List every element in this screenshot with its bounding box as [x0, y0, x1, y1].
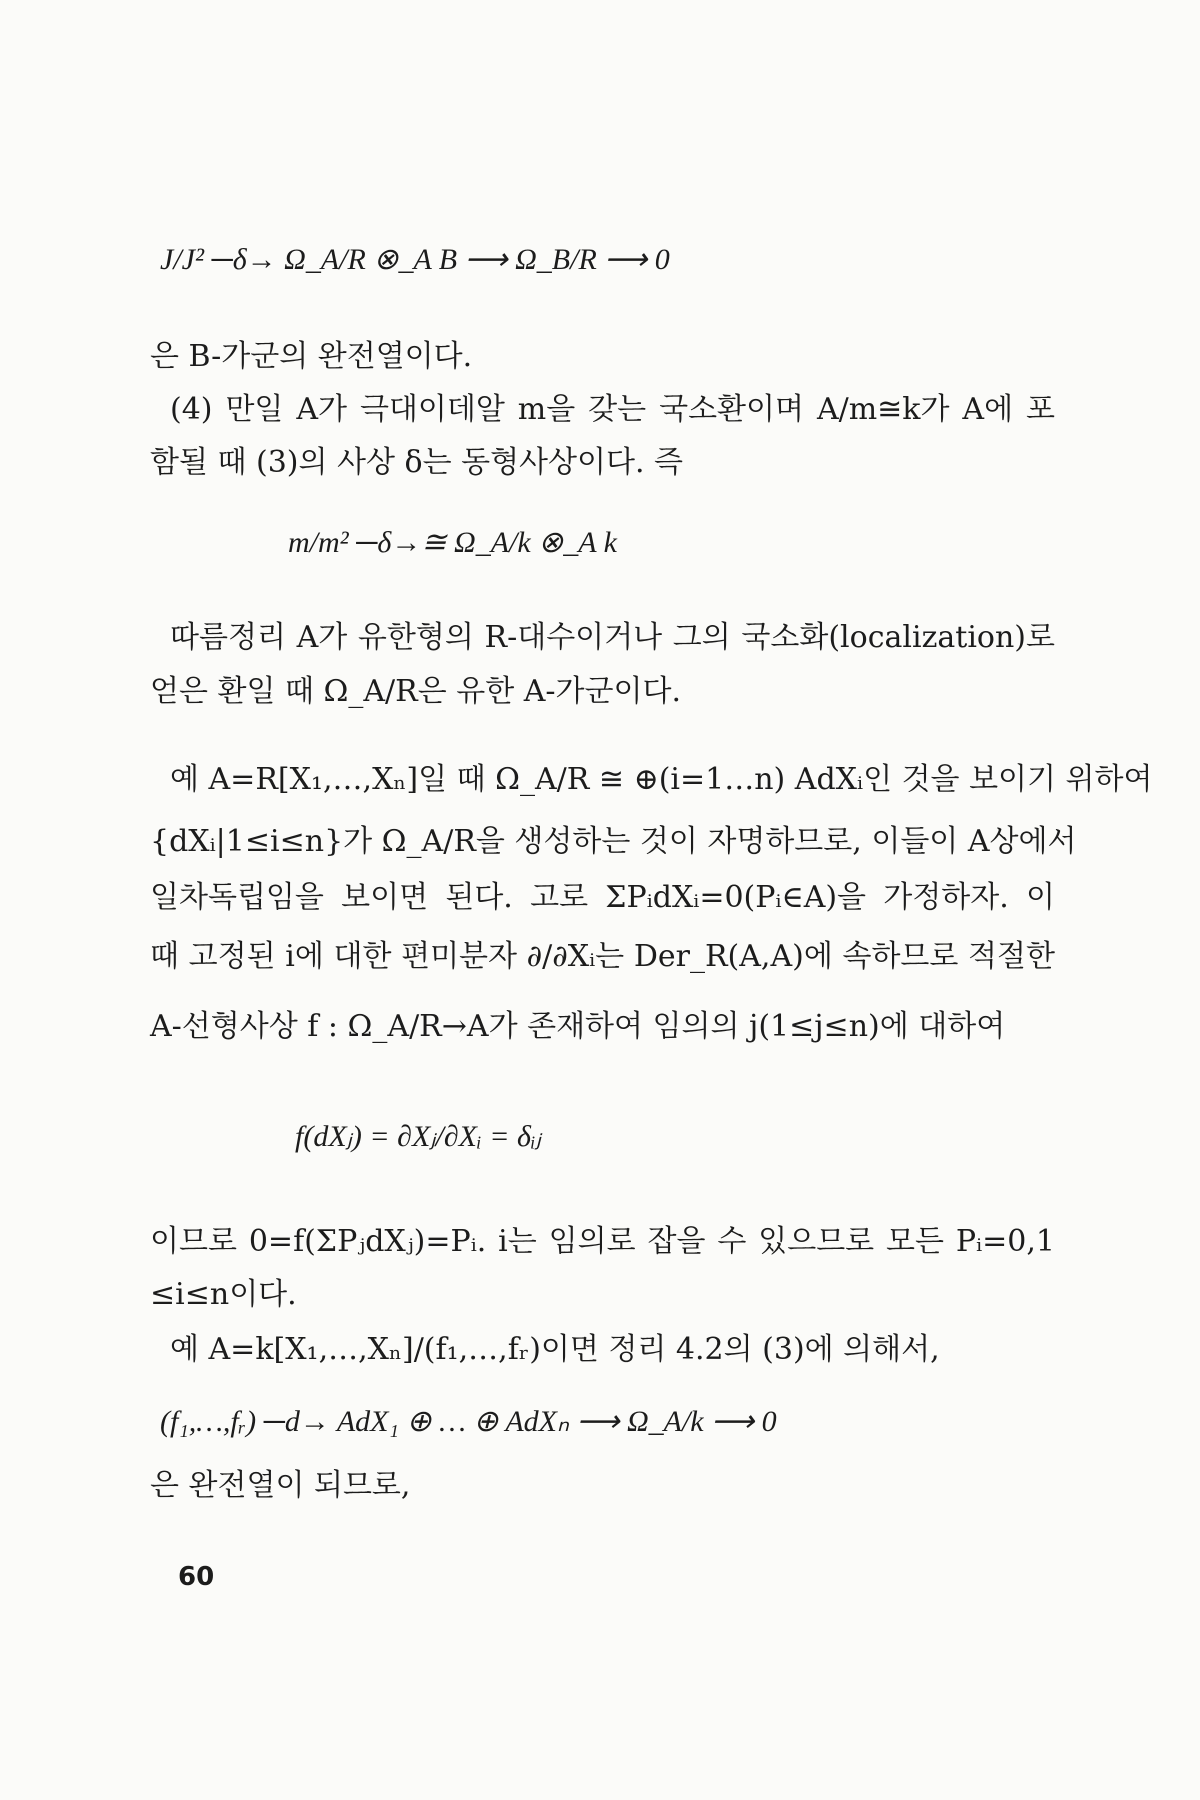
equation-kronecker-delta: f(dXⱼ) = ∂Xⱼ/∂Xᵢ = δᵢⱼ — [295, 1120, 541, 1153]
example-line: 예 A=k[X₁,…,Xₙ]/(f₁,…,fᵣ)이면 정리 4.2의 (3)에 의해서, — [170, 1332, 940, 1367]
corollary-line: 따름정리 A가 유한형의 R-대수이거나 그의 국소화(localization)로 — [170, 620, 1055, 655]
equation-exact-sequence-2: (f₁,…,fᵣ) ─d→ AdX₁ ⊕ … ⊕ AdXₙ ⟶ Ω_A/k ⟶ 0 — [160, 1405, 777, 1438]
text-line: 이므로 0=f(ΣPⱼdXⱼ)=Pᵢ. i는 임의로 잡을 수 있으므로 모든 Pᵢ=0,1 — [150, 1224, 1055, 1259]
text-line: (4) 만일 A가 극대이데알 m을 갖는 국소환이며 A/m≅k가 A에 포 — [170, 392, 1055, 427]
equation-delta-iso: m/m² ─δ→≅ Ω_A/k ⊗_A k — [288, 526, 617, 559]
text-line: 함될 때 (3)의 사상 δ는 동형사상이다. 즉 — [150, 445, 684, 480]
text-line: 얻은 환일 때 Ω_A/R은 유한 A-가군이다. — [150, 674, 682, 709]
text-line: 때 고정된 i에 대한 편미분자 ∂/∂Xᵢ는 Der_R(A,A)에 속하므로 적절한 — [150, 939, 1055, 974]
text-line: A-선형사상 f : Ω_A/R→A가 존재하여 임의의 j(1≤j≤n)에 대하여 — [150, 1009, 1006, 1044]
text-line: ≤i≤n이다. — [150, 1277, 297, 1312]
text-line: 은 완전열이 되므로, — [150, 1468, 411, 1503]
text-line: 일차독립임을 보이면 된다. 고로 ΣPᵢdXᵢ=0(Pᵢ∈A)을 가정하자. 이 — [150, 880, 1055, 915]
equation-exact-sequence-1: J/J² ─δ→ Ω_A/R ⊗_A B ⟶ Ω_B/R ⟶ 0 — [160, 243, 670, 276]
text-line: 은 B-가군의 완전열이다. — [150, 339, 473, 374]
example-line: 예 A=R[X₁,…,Xₙ]일 때 Ω_A/R ≅ ⊕(i=1…n) AdXᵢ인 것을 보이기 위하여 — [170, 762, 1153, 797]
text-line: {dXᵢ|1≤i≤n}가 Ω_A/R을 생성하는 것이 자명하므로, 이들이 A상에서 — [150, 824, 1077, 859]
page-number: 60 — [178, 1562, 215, 1592]
